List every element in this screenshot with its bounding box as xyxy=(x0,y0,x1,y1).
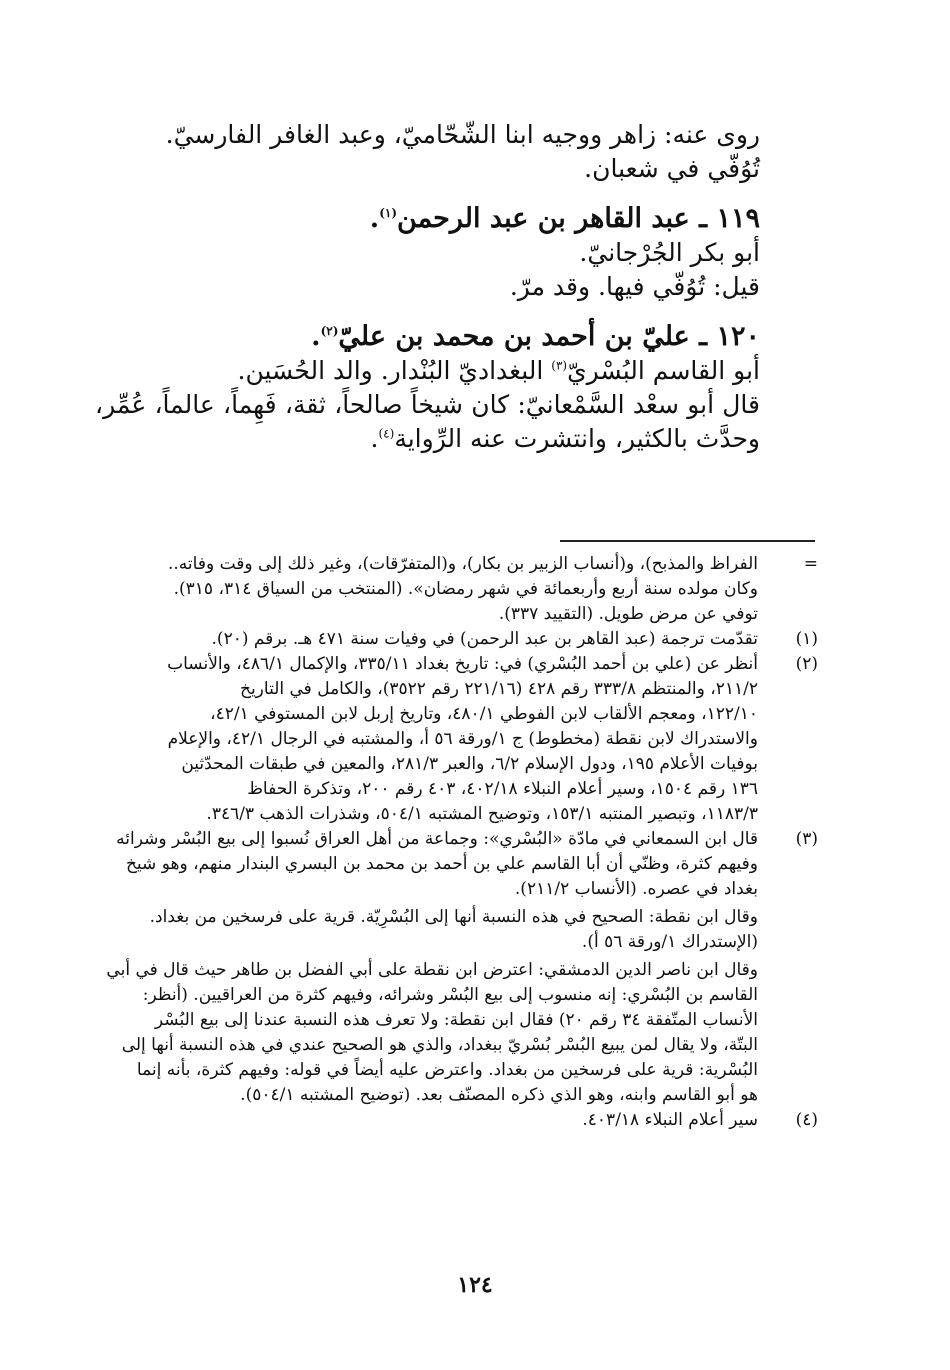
footnote-line: بغداد في عصره. (الأنساب ٢١١/٢). xyxy=(514,879,758,899)
text-span: . xyxy=(370,424,379,453)
footnote-list xyxy=(95,627,820,1133)
footnote-body xyxy=(95,552,758,627)
footnote-continuation xyxy=(95,552,820,627)
footnote-body xyxy=(95,827,758,1108)
text-line: قيل: تُوُفّي فيها. وقد مرّ. xyxy=(509,272,760,301)
footnotes xyxy=(95,552,820,1133)
footnote-line: وقال ابن نقطة: الصحيح في هذه النسبة أنها إلى البُسْرِيّة. قرية على فرسخين من بغداد. xyxy=(149,907,758,927)
footnote-line: قال ابن السمعاني في مادّة «البُسْري»: وجماعة من أهل العراق نُسبوا إلى بيع البُسْر وشرائه xyxy=(116,829,758,849)
footnote-line: هو أبو القاسم وابنه، وهو الذي ذكره المصنّف بعد. (توضيح المشتبه ٥٠٤/١). xyxy=(240,1085,758,1105)
footnote-line: الأنساب المتّفقة ٣٤ رقم ٢٠) فقال ابن نقطة: ولا تعرف هذه النسبة عندنا إلى بيع البُسْر xyxy=(154,1010,758,1030)
text-line: قال أبو سعْد السَّمْعانيّ: كان شيخاً صالحاً، ثقة، فَهِماً، عالماً، عُمِّر، xyxy=(95,390,760,419)
footnote-number: (١) xyxy=(795,629,818,649)
footnote-line: (الإستدراك ١/ورقة ٥٦ أ). xyxy=(581,932,758,952)
footnote-number: (٢) xyxy=(795,654,818,674)
entry-heading-120 xyxy=(95,320,760,354)
footnote xyxy=(95,652,820,827)
footnote-number: (٣) xyxy=(795,829,818,849)
footnote-body xyxy=(95,627,758,652)
footnote-line: وكان مولده سنة أربع وأربعمائة في شهر رمضان». (المنتخب من السياق ٣١٤، ٣١٥). xyxy=(173,579,758,599)
footnote-line: والاستدراك لابن نقطة (مخطوط) ج ١/ورقة ٥٦ أ، والمشتبه في الرجال ٤٢/١، والإعلام xyxy=(167,729,758,749)
footnote-ref: (١) xyxy=(379,206,398,220)
main-text xyxy=(95,118,760,456)
text-span: وحدَّث بالكثير، وانتشرت عنه الرِّواية xyxy=(394,424,760,453)
heading-punct: . xyxy=(369,203,380,234)
entry-heading-text: ١١٩ ـ عبد القاهر بن عبد الرحمن xyxy=(397,203,760,234)
footnote-line: بوفيات الأعلام ١٩٥، ودول الإسلام ٦/٢، والعبر ٢٨١/٣، والمعين في طبقات المحدّثين xyxy=(181,754,758,774)
footnote-number: (٤) xyxy=(795,1110,818,1130)
footnote-line: سير أعلام النبلاء ٤٠٣/١٨. xyxy=(582,1110,758,1130)
footnote-divider xyxy=(560,540,815,542)
footnote-line: وقال ابن ناصر الدين الدمشقي: اعترض ابن نقطة على أبي الفضل بن طاهر حيث قال في أبي xyxy=(106,960,758,980)
footnote-number: = xyxy=(803,554,818,574)
entry-heading-119 xyxy=(95,202,760,236)
footnote-ref: (٤) xyxy=(378,426,395,441)
footnote-line: توفي عن مرض طويل. (التقييد ٣٣٧). xyxy=(498,604,758,624)
text-line: تُوُفّي في شعبان. xyxy=(584,154,760,183)
footnote-line: القاسم بن البُسْري: إنه منسوب إلى بيع البُسْر وشرائه، وفيهم كثرة من العراقيين. (أنظر: xyxy=(142,985,758,1005)
text-line xyxy=(95,422,760,456)
footnote-ref: (٢) xyxy=(320,324,339,338)
footnote-ref: (٣) xyxy=(551,358,568,373)
footnote xyxy=(95,1108,820,1133)
footnote xyxy=(95,627,820,652)
footnote-body xyxy=(95,652,758,827)
footnote-line: أنظر عن (علي بن أحمد البُسْري) في: تاريخ بغداد ٣٣٥/١١، والإكمال ٤٨٦/١، والأنساب xyxy=(167,654,758,674)
footnote-line: البُسْرية: قرية على فرسخين من بغداد. واعترض عليه أيضاً في قوله: وفيهم كثرة، بأنه إنما xyxy=(136,1060,758,1080)
entry-heading-text: ١٢٠ ـ عليّ بن أحمد بن محمد بن عليّ xyxy=(338,321,760,352)
footnote-line: وفيهم كثرة، وظنّي أن أبا القاسم علي بن أحمد بن محمد بن البسري البندار منهم، وهو شيخ xyxy=(125,854,758,874)
text-span: البغداديّ البُنْدار. والد الحُسَين. xyxy=(237,356,552,385)
text-line: روى عنه: زاهر ووجيه ابنا الشّحّاميّ، وعبد الغافر الفارسيّ. xyxy=(165,120,760,149)
page-number: ١٢٤ xyxy=(457,1272,493,1298)
footnote xyxy=(95,827,820,1108)
footnote-line: ١١٨٣/٣، وتبصير المنتبه ١٥٣/١، وتوضيح المشتبه ٥٠٤/١، وشذرات الذهب ٣٤٦/٣. xyxy=(206,804,758,824)
footnote-line: الفراظ والمذبح)، و(أنساب الزبير بن بكار)، و(المتفرّقات)، وغير ذلك إلى وقت وفاته.. xyxy=(168,554,758,574)
footnote-line: البتّة، ولا يقال لمن يبيع البُسْر بُسْريّ ببغداد، والذي هو الصحيح عندي في هذه النسبة أنها إلى xyxy=(121,1035,758,1055)
footnote-line: ١٣٦ رقم ١٥٠٤، وسير أعلام النبلاء ٤٠٢/١٨، ٤٠٣ رقم ٢٠٠، وتذكرة الحفاظ xyxy=(247,779,758,799)
footnote-line: ١٢٢/١٠، ومعجم الألقاب لابن الفوطي ٤٨٠/١، وتاريخ إربل لابن المستوفي ٤٢/١، xyxy=(210,704,758,724)
text-line xyxy=(95,354,760,388)
heading-punct: . xyxy=(311,321,321,352)
footnote-line: تقدّمت ترجمة (عبد القاهر بن عبد الرحمن) في وفيات سنة ٤٧١ هـ. برقم (٢٠). xyxy=(211,629,758,649)
footnote-line: ٢١١/٢، والمنتظم ٣٣٣/٨ رقم ٤٢٨ (٢٢١/١٦ رقم ٣٥٢٢)، والكامل في التاريخ xyxy=(239,679,758,699)
text-span: أبو القاسم البُسْريّ xyxy=(567,356,760,385)
footnote-body xyxy=(95,1108,758,1133)
text-line: أبو بكر الجُرْجانيّ. xyxy=(579,238,760,267)
